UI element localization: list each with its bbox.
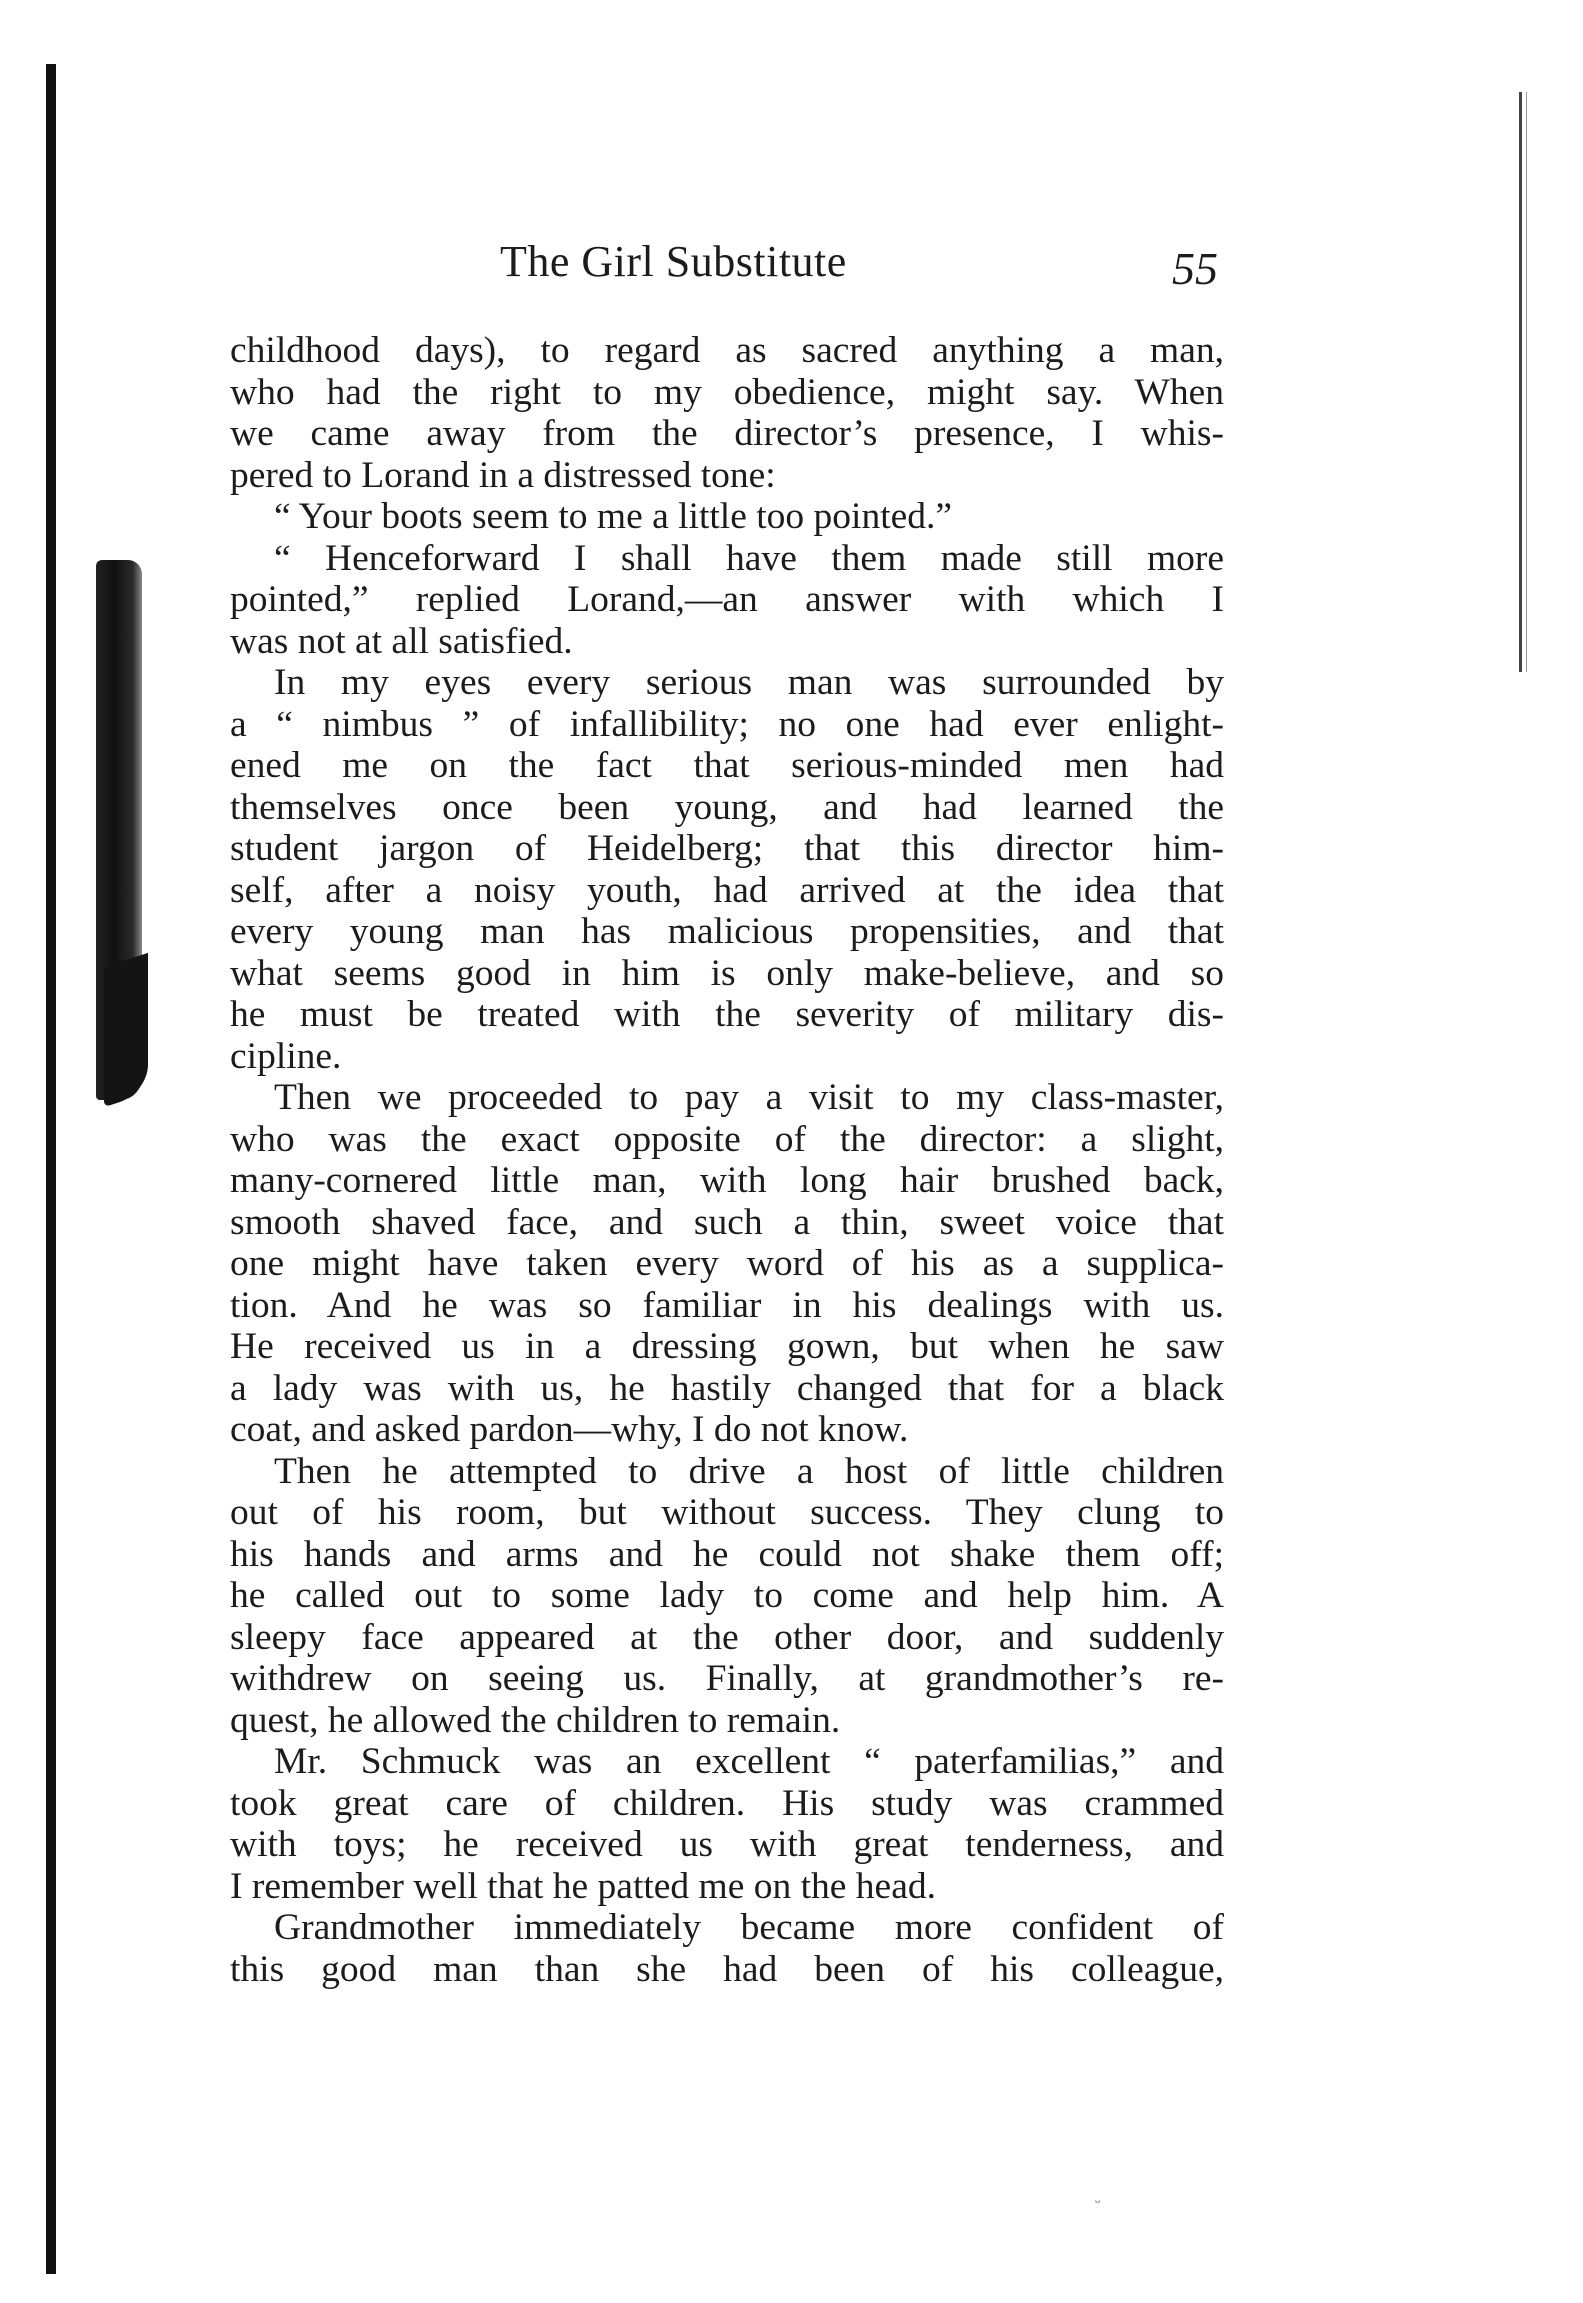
text-line: He received us in a dressing gown, but when he saw <box>230 1326 1224 1367</box>
text-line: ened me on the fact that serious-minded men had <box>230 745 1224 786</box>
text-line: one might have taken every word of his as a supplica- <box>230 1243 1224 1284</box>
text-line: “ Henceforward I shall have them made still more <box>274 537 1224 579</box>
text-line: pered to Lorand in a distressed tone: <box>230 454 776 496</box>
text-line: Grandmother immediately became more confident of <box>274 1907 1224 1948</box>
text-line: sleepy face appeared at the other door, and suddenly <box>230 1616 1224 1658</box>
text-line: themselves once been young, and had learned the <box>230 786 1224 828</box>
text-line: was not at all satisfied. <box>230 620 573 662</box>
page-number: 55 <box>1172 243 1218 294</box>
text-line: childhood days), to regard as sacred anything a man, <box>230 330 1224 371</box>
text-line: smooth shaved face, and such a thin, sweet voice that <box>230 1201 1224 1243</box>
text-line: student jargon of Heidelberg; that this director him- <box>230 828 1224 869</box>
binding-shadow-right-thin <box>1526 92 1527 672</box>
running-head-title: The Girl Substitute <box>500 237 847 286</box>
scan-artifact-left-lower <box>104 953 148 1107</box>
text-line: withdrew on seeing us. Finally, at grandmother’s re- <box>230 1658 1224 1699</box>
binding-shadow-right <box>1519 92 1522 672</box>
text-line: pointed,” replied Lorand,—an answer with which I <box>230 579 1224 620</box>
text-line: cipline. <box>230 1035 342 1077</box>
text-line: many-cornered little man, with long hair brushed back, <box>230 1160 1224 1201</box>
text-line: what seems good in him is only make-believe, and so <box>230 952 1224 994</box>
text-line: every young man has malicious propensities, and that <box>230 911 1224 952</box>
text-line: out of his room, but without success. They clung to <box>230 1492 1224 1533</box>
text-line: “ Your boots seem to me a little too pointed.” <box>274 496 953 537</box>
text-line: Mr. Schmuck was an excellent “ paterfamilias,” and <box>274 1741 1224 1782</box>
text-line: with toys; he received us with great tenderness, and <box>230 1824 1224 1865</box>
text-line: he called out to some lady to come and help him. A <box>230 1575 1224 1616</box>
text-line: self, after a noisy youth, had arrived at the idea that <box>230 869 1224 911</box>
text-line: In my eyes every serious man was surrounded by <box>274 662 1224 703</box>
text-line: I remember well that he patted me on the head. <box>230 1865 936 1907</box>
text-line: this good man than she had been of his colleague, <box>230 1948 1224 1990</box>
text-line: his hands and arms and he could not shake them off; <box>230 1533 1224 1575</box>
text-line: quest, he allowed the children to remain. <box>230 1699 841 1741</box>
text-line: he must be treated with the severity of military dis- <box>230 994 1224 1035</box>
scan-speck: ᵕ <box>1095 2192 1101 2212</box>
text-line: coat, and asked pardon—why, I do not know. <box>230 1409 909 1450</box>
binding-shadow-left <box>46 64 56 2274</box>
text-line: who had the right to my obedience, might say. When <box>230 371 1224 413</box>
text-line: Then he attempted to drive a host of little children <box>274 1450 1224 1492</box>
text-line: a “ nimbus ” of infallibility; no one had ever enlight- <box>230 703 1224 745</box>
body-text <box>230 330 1224 1990</box>
text-line: we came away from the director’s presence, I whis- <box>230 413 1224 454</box>
text-line: a lady was with us, he hastily changed that for a black <box>230 1367 1224 1409</box>
text-line: who was the exact opposite of the director: a slight, <box>230 1118 1224 1160</box>
text-line: took great care of children. His study was crammed <box>230 1782 1224 1824</box>
text-line: tion. And he was so familiar in his dealings with us. <box>230 1284 1224 1326</box>
text-line: Then we proceeded to pay a visit to my class-master, <box>274 1077 1224 1118</box>
